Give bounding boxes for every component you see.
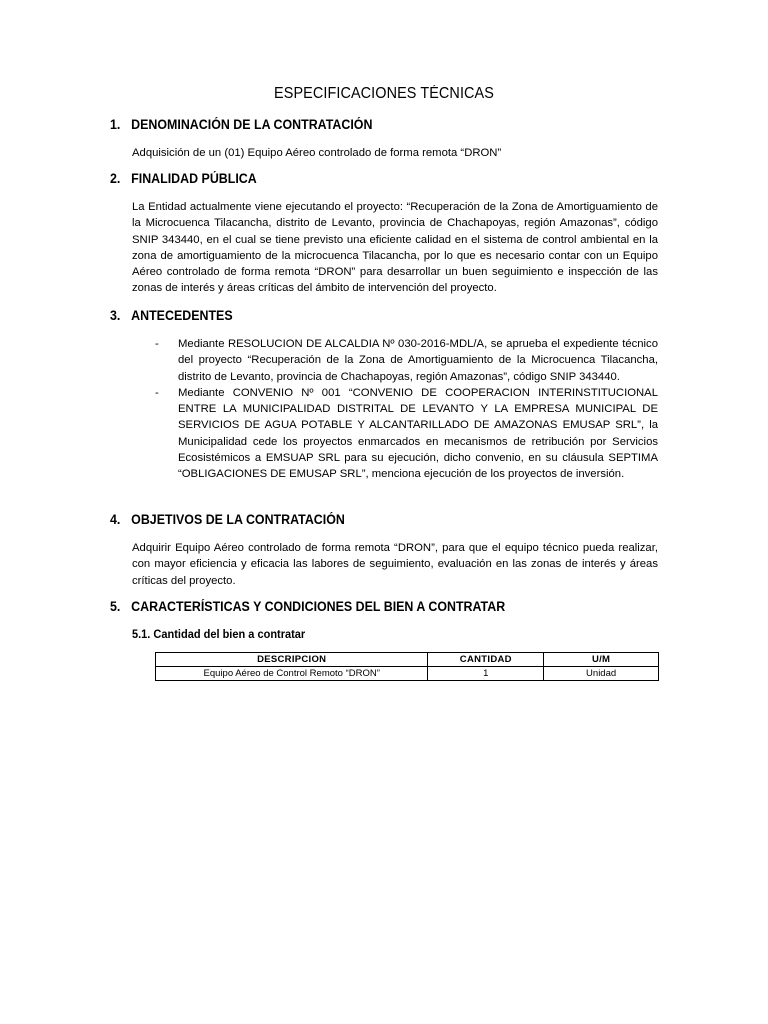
subsection-5-1-heading: 5.1. Cantidad del bien a contratar [132, 628, 306, 641]
cell-description: Equipo Aéreo de Control Remoto “DRON” [156, 667, 428, 681]
bullet-dash: - [155, 386, 159, 399]
section-4-title: OBJETIVOS DE LA CONTRATACIÓN [131, 512, 345, 527]
list-item [155, 385, 658, 483]
list-item [155, 336, 658, 385]
section-1-text: Adquisición de un (01) Equipo Aéreo controlado de forma remota “DRON” [132, 147, 502, 159]
table-row [156, 667, 659, 681]
section-1-heading [110, 117, 372, 132]
section-3-heading [110, 308, 233, 323]
column-header-description: DESCRIPCION [156, 653, 428, 667]
section-1-title: DENOMINACIÓN DE LA CONTRATACIÓN [131, 117, 373, 132]
table-header-row [156, 653, 659, 667]
section-4-number: 4. [110, 512, 121, 527]
cell-quantity: 1 [428, 667, 544, 681]
section-2-heading [110, 171, 257, 186]
section-1-number: 1. [110, 117, 121, 132]
section-5-heading [110, 599, 505, 614]
section-2-body [132, 199, 658, 297]
column-header-quantity: CANTIDAD [428, 653, 544, 667]
section-5-number: 5. [110, 599, 121, 614]
quantity-table [155, 652, 659, 681]
section-3-bullet-list [155, 336, 658, 483]
bullet-text: Mediante RESOLUCION DE ALCALDIA Nº 030-2016-MDL/A, se aprueba el expediente técnico del proyecto “Recuperación de la Zona de Amortiguamiento de la Microcuenca Tilacancha, distrito de Levanto, provincia de Chachapoyas, región Amazonas”, código SNIP 343440. [178, 338, 658, 383]
section-1-body [132, 145, 658, 161]
section-4-heading [110, 512, 345, 527]
section-3-title: ANTECEDENTES [131, 308, 233, 323]
section-3-number: 3. [110, 308, 121, 323]
bullet-dash: - [155, 338, 159, 350]
document-title: ESPECIFICACIONES TÉCNICAS [274, 85, 494, 102]
bullet-text: Mediante CONVENIO Nº 001 “CONVENIO DE COOPERACION INTERINSTITUCIONAL ENTRE LA MUNICIPALIDAD DISTRITAL DE LEVANTO Y LA EMPRESA MUNICIPAL DE SERVICIOS DE AGUA POTABLE Y ALCANTARILLADO DE AMAZONAS EMUSAP SRL”, la Municipalidad cede los proyectos enmarcados en mecanismos de retribución por Servicios Ecosistémicos a EMSUAP SRL para su ejecución, dicho convenio, en su cláusula SEPTIMA “OBLIGACIONES DE EMUSAP SRL”, menciona ejecución de los proyectos de inversión. [178, 386, 658, 481]
section-5-title: CARACTERÍSTICAS Y CONDICIONES DEL BIEN A CONTRATAR [131, 599, 506, 614]
section-4-body [132, 540, 658, 589]
section-4-text: Adquirir Equipo Aéreo controlado de forma remota “DRON”, para que el equipo técnico pueda realizar, con mayor eficiencia y eficacia las labores de seguimiento, evaluación en las zonas de interés y áreas críticas del proyecto. [132, 542, 658, 587]
section-2-text: La Entidad actualmente viene ejecutando el proyecto: “Recuperación de la Zona de Amortiguamiento de la Microcuenca Tilacancha, distrito de Levanto, provincia de Chachapoyas, región Amazonas”, código SNIP 343440, en el cual se tiene previsto una eficiente calidad en el sistema de control ambiental en la zona de amortiguamiento de la microcuenca Tilacancha, por lo que es necesario contar con un Equipo Aéreo controlado de forma remota “DRON” para desarrollar un buen seguimiento e inspección de las zonas de interés y áreas críticas del ámbito de intervención del proyecto. [132, 201, 658, 295]
section-2-number: 2. [110, 171, 121, 186]
section-2-title: FINALIDAD PÚBLICA [131, 171, 257, 186]
cell-unit: Unidad [544, 667, 659, 681]
column-header-unit: U/M [544, 653, 659, 667]
